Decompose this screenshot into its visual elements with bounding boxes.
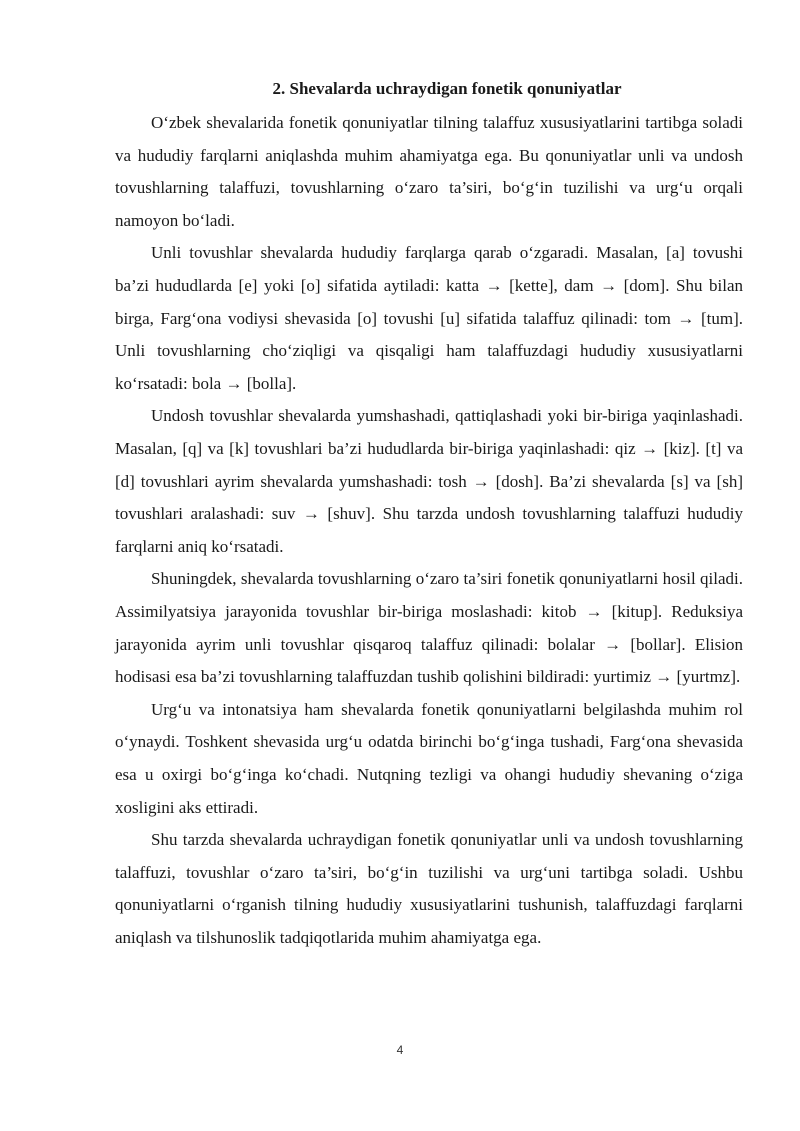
- paragraph-consonants: Undosh tovushlar shevalarda yumshashadi, qattiqlashadi yoki bir-biriga yaqinlashadi. Masalan, [q] va [k] tovushlari ba’zi hududlarda bir-biriga yaqinlashadi: qiz → [kiz]. [t] va [d] tovushlari ayrim shevalarda yumshashadi: tosh → [dosh]. Ba’zi shevalarda [s] va [sh] tovushlari aralashadi: suv → [shuv]. Shu tarzda undosh tovushlarning talaffuzi hududiy farqlarni aniq ko‘rsatadi.: [115, 406, 743, 556]
- paragraph-stress: Urg‘u va intonatsiya ham shevalarda fonetik qonuniyatlarni belgilashda muhim rol o‘ynaydi. Toshkent shevasida urg‘u odatda birinchi bo‘g‘inga tushadi, Farg‘ona shevasida esa u oxirgi bo‘g‘inga ko‘chadi. Nutqning tezligi va ohangi hududiy shevaning o‘ziga xosligini aks ettiradi.: [115, 699, 743, 817]
- paragraph-vowels: Unli tovushlar shevalarda hududiy farqlarga qarab o‘zgaradi. Masalan, [a] tovushi ba’zi hududlarda [e] yoki [o] sifatida aytiladi: katta → [kette], dam → [dom]. Shu bilan birga, Farg‘ona vodiysi shevasida [o] tovushi [u] sifatida talaffuz qilinadi: tom → [tum]. Unli tovushlarning cho‘ziqligi va qisqaligi ham talaffuzdagi hududiy xususiyatlarni ko‘rsatadi: bola → [bolla].: [115, 243, 743, 393]
- page-content: [115, 73, 743, 955]
- paragraph-interaction: Shuningdek, shevalarda tovushlarning o‘zaro ta’siri fonetik qonuniyatlarni hosil qiladi. Assimilyatsiya jarayonida tovushlar bir-biriga moslashadi: kitob → [kitup]. Reduksiya jarayonida ayrim unli tovushlar qisqaroq talaffuz qilinadi: bolalar → [bollar]. Elision hodisasi esa ba’zi tovushlarning talaffuzdan tushib qolishini bildiradi: yurtimiz → [yurtmz].: [115, 569, 743, 687]
- page-number: 4: [396, 1043, 404, 1057]
- section-heading: 2. Shevalarda uchraydigan fonetik qonuniyatlar: [272, 79, 622, 98]
- paragraph-conclusion: Shu tarzda shevalarda uchraydigan fonetik qonuniyatlar unli va undosh tovushlarning talaffuzi, tovushlar o‘zaro ta’siri, bo‘g‘in tuzilishi va urg‘uni tartibga soladi. Ushbu qonuniyatlarni o‘rganish tilning hududiy xususiyatlarini tushunish, talaffuzdagi farqlarni aniqlash va tilshunoslik tadqiqotlarida muhim ahamiyatga ega.: [115, 830, 743, 947]
- paragraph-intro: O‘zbek shevalarida fonetik qonuniyatlar tilning talaffuz xususiyatlarini tartibga soladi va hududiy farqlarni aniqlashda muhim ahamiyatga ega. Bu qonuniyatlar unli va undosh tovushlarning talaffuzi, tovushlarning o‘zaro ta’siri, bo‘g‘in tuzilishi va urg‘u orqali namoyon bo‘ladi.: [115, 113, 743, 230]
